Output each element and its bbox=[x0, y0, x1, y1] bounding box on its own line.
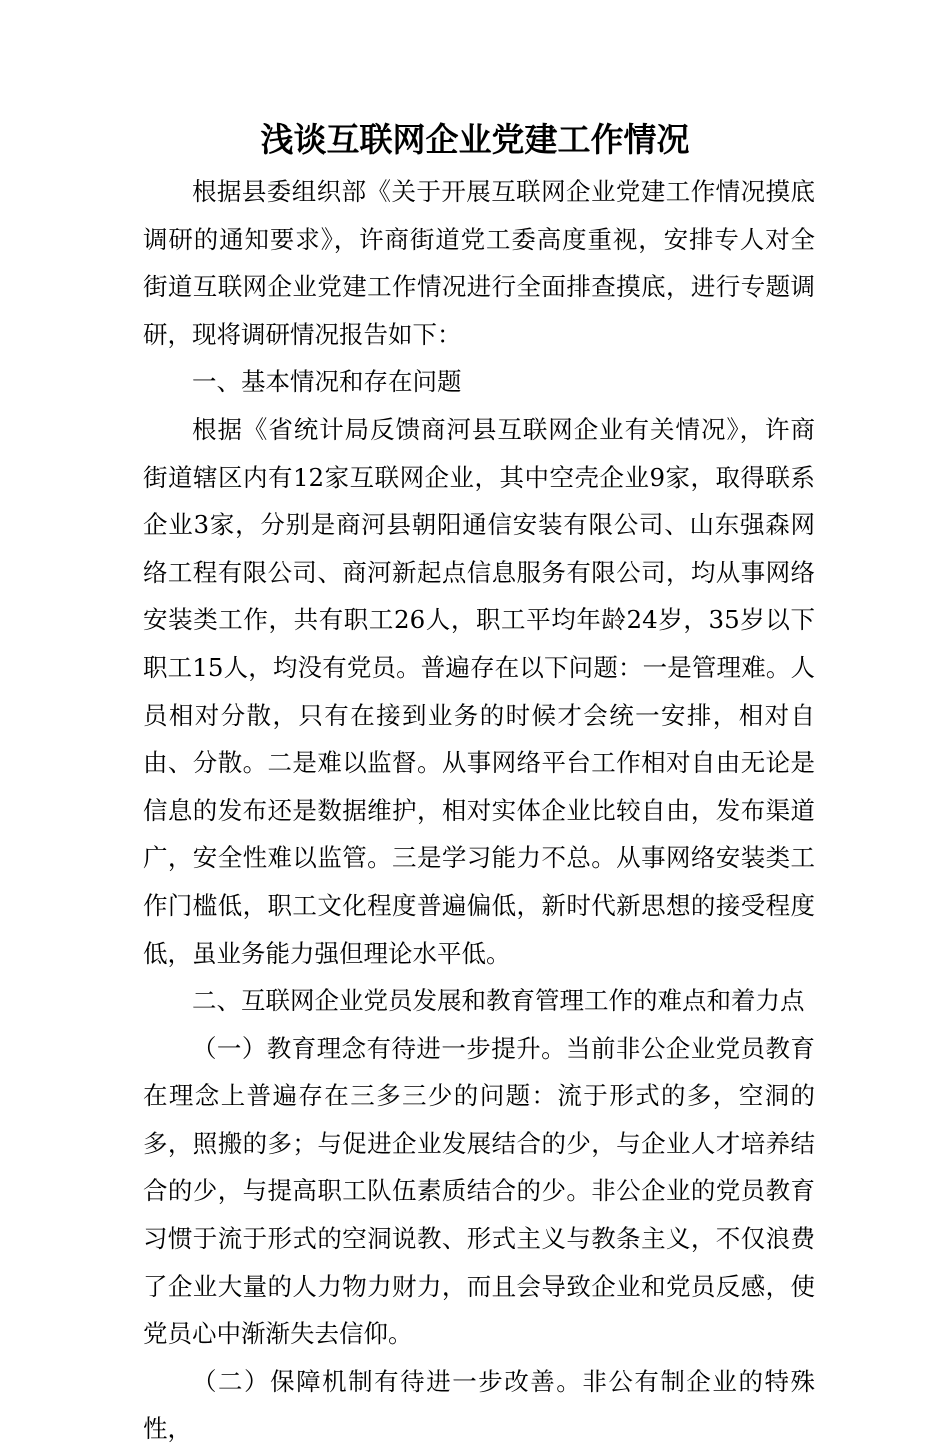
paragraph-intro: 根据县委组织部《关于开展互联网企业党建工作情况摸底调研的通知要求》，许商街道党工委高度重视，安排专人对全街道互联网企业党建工作情况进行全面排查摸底，进行专题调研，现将调研情况报告如下： bbox=[143, 177, 815, 349]
heading-section-1: 一、基本情况和存在问题 bbox=[192, 367, 462, 397]
heading-section-2: 二、互联网企业党员发展和教育管理工作的难点和着力点 bbox=[192, 986, 805, 1016]
document-title: 浅谈互联网企业党建工作情况 bbox=[260, 120, 690, 159]
document-body bbox=[143, 168, 815, 1453]
paragraph-guarantee-mechanism: （二）保障机制有待进一步改善。非公有制企业的特殊性， bbox=[143, 1366, 815, 1444]
paragraph-education-concept: （一）教育理念有待进一步提升。当前非公企业党员教育在理念上普遍存在三多三少的问题：流于形式的多，空洞的多，照搬的多；与促进企业发展结合的少，与企业人才培养结合的少，与提高职工队伍素质结合的少。非公企业的党员教育习惯于流于形式的空洞说教、形式主义与教条主义，不仅浪费了企业大量的人力物力财力，而且会导致企业和党员反感，使党员心中渐渐失去信仰。 bbox=[143, 1033, 815, 1349]
paragraph-basic-situation: 根据《省统计局反馈商河县互联网企业有关情况》，许商街道辖区内有12家互联网企业，其中空壳企业9家，取得联系企业3家，分别是商河县朝阳通信安装有限公司、山东强森网络工程有限公司、商河新起点信息服务有限公司，均从事网络安装类工作，共有职工26人，职工平均年龄24岁，35岁以下职工15人，均没有党员。普遍存在以下问题：一是管理难。人员相对分散，只有在接到业务的时候才会统一安排，相对自由、分散。二是难以监督。从事网络平台工作相对自由无论是信息的发布还是数据维护，相对实体企业比较自由，发布渠道广，安全性难以监管。三是学习能力不总。从事网络安装类工作门槛低，职工文化程度普遍偏低，新时代新思想的接受程度低，虽业务能力强但理论水平低。 bbox=[143, 414, 815, 968]
